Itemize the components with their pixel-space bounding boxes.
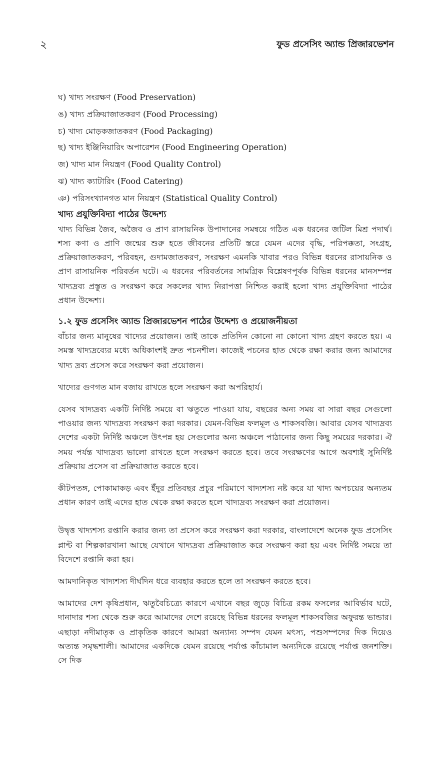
page-content xyxy=(58,90,392,669)
page-number: ২ xyxy=(40,38,48,51)
body-paragraph: খাদ্য বিভিন্ন জৈব, অজৈব ও প্রাণ রাসায়নিক উপাদানের সমন্বয়ে গঠিত এক ধরনের জটিল মিশ্র পদার্থ। শস্য কণা ও প্রাণি জন্মের শুরু হতে জীবনের প্রতিটি স্তরে যেমন এদের বৃদ্ধি, পরিপক্কতা, সংগ্রহ, প্রক্রিয়াজাতকরণ, পরিবহন, গুদামজাতকরণ, সংরক্ষণ এমনকি খাবার পরও বিভিন্ন ধরনের রাসায়নিক ও প্রাণ রাসায়নিক পরিবর্তন ঘটে। এ ধরনের পরিবর্তনের সামগ্রিক বিশ্লেষণপূর্বক বিভিন্ন ধরনের মানসম্পন্ন খাদ্যদ্রব্য প্রস্তুত ও সংরক্ষণ করে সকলের খাদ্য নিরাপত্তা নিশ্চিত করাই হলো খাদ্য প্রযুক্তিবিদ্যা পাঠের প্রধান উদ্দেশ্য। xyxy=(58,223,392,305)
body-paragraph: খাদ্যের গুণগত মান বজায় রাখতে হলে সংরক্ষণ করা অপরিহার্য। xyxy=(58,381,263,392)
list-item: ঞ) পরিসংখ্যানগত মান নিয়ন্ত্রণ (Statistical Quality Control) xyxy=(58,192,278,203)
body-paragraph: যেসব খাদ্যদ্রব্য একটি নির্দিষ্ট সময়ে বা ঋতুতে পাওয়া যায়, বছরের অন্য সময় বা সারা বছর সেগুলো পাওয়ার জন্য খাদ্যদ্রব্য সংরক্ষণ করা দরকার। যেমন-বিভিন্ন ফলমূল ও শাকসবজি। আবার যেসব খাদ্যদ্রব্য দেশের একটা নির্দিষ্ট অঞ্চলে উৎপন্ন হয় সেগুলোর অন্য অঞ্চলে পাঠানোর জন্য কিছু সময়ের দরকার। ঐ সময় পর্যন্ত খাদ্যদ্রব্য ভালো রাখতে হলে সংরক্ষণ করতে হবে। তবে সংরক্ষণের আগে অবশ্যই সুনির্দিষ্ট প্রক্রিয়ায় প্রসেস বা প্রক্রিয়াজাত করতে হবে। xyxy=(58,404,392,471)
topic-list xyxy=(58,90,392,205)
body-paragraph: আমদানিকৃত খাদ্যশস্য দীর্ঘদিন ধরে ব্যবহার করতে হলে তা সংরক্ষণ করতে হবে। xyxy=(58,576,311,587)
body-paragraph: আমাদের দেশ কৃষিপ্রধান, ঋতুবৈচিত্র্যে কারণে এখানে বছর জুড়ে বিচিত্র রকম ফসলের আবির্ভাব ঘটে, দানাদার শস্য থেকে শুরু করে আমাদের দেশে রয়েছে বিভিন্ন ধরনের ফলমূল শাকসবজির অফুরন্ত ভান্ডার। এছাড়া নদীমাতৃক ও প্রাকৃতিক কারণে আমরা অন্যান্য সম্পদ যেমন মৎস্য, পশুসম্পদের দিক দিয়েও অত্যন্ত সমৃদ্ধশালী। আমাদের একদিকে যেমন রয়েছে পর্যাপ্ত কাঁচামাল অন্যদিকে রয়েছে পর্যাপ্ত জনশক্তি। সে দিক xyxy=(58,598,392,666)
list-item: ঝ) খাদ্য ক্যাটারিং (Food Catering) xyxy=(58,175,183,186)
list-item: চ) খাদ্য মোড়কজাতকরণ (Food Packaging) xyxy=(58,125,213,136)
body-paragraph: বাঁচার জন্য মানুষের খাদ্যের প্রয়োজন। তাই তাকে প্রতিদিন কোনো না কোনো খাদ্য গ্রহণ করতে হয়। এ সমস্ত খাদ্যদ্রব্যের মধ্যে অধিকাংশই দ্রুত পচনশীল। কাজেই পচনের হাত থেকে রক্ষা করার জন্য আমাদের খাদ্য দ্রব্য প্রসেস করে সংরক্ষণ করা প্রয়োজন। xyxy=(58,331,392,370)
body-paragraph: উদ্বৃত্ত খাদ্যশস্য রপ্তানি করার জন্য তা প্রসেস করে সংরক্ষণ করা দরকার, বাংলাদেশে অনেক ফুড প্রসেসিং প্লান্ট বা শিল্পকারখানা আছে যেখানে খাদ্যদ্রব্য প্রক্রিয়াজাত করে সংরক্ষণ করা হয় এবং নির্দিষ্ট সময়ে তা বিদেশে রপ্তানি করা হয়। xyxy=(58,525,392,564)
page-header xyxy=(40,36,394,52)
list-item: ঙ) খাদ্য প্রক্রিয়াজাতকরণ (Food Processing) xyxy=(58,108,218,119)
body-paragraph: কীটপতঙ্গ, পোকামাকড় এবং ইঁদুর প্রতিবছর প্রচুর পরিমাণে খাদ্যশস্য নষ্ট করে যা খাদ্য অপচয়ের অন্যতম প্রধান কারণ তাই এদের হাত থেকে রক্ষা করতে হলে খাদ্যদ্রব্য সংরক্ষণ করা প্রয়োজন। xyxy=(58,483,392,508)
running-title: ফুড প্রসেসিং অ্যান্ড প্রিজারভেশন xyxy=(276,40,394,50)
section-heading: খাদ্য প্রযুক্তিবিদ্যা পাঠের উদ্দেশ্য xyxy=(58,209,167,220)
list-item: ছ) খাদ্য ইঞ্জিনিয়ারিং অপারেশন (Food Engineering Operation) xyxy=(58,142,287,153)
list-item: জ) খাদ্য মান নিয়ন্ত্রণ (Food Quality Control) xyxy=(58,159,222,170)
list-item: ঘ) খাদ্য সংরক্ষণ (Food Preservation) xyxy=(58,92,196,102)
section-heading: ১.২ ফুড প্রসেসিং অ্যান্ড প্রিজারভেশন পাঠের উদ্দেশ্য ও প্রয়োজনীয়তা xyxy=(58,317,298,327)
